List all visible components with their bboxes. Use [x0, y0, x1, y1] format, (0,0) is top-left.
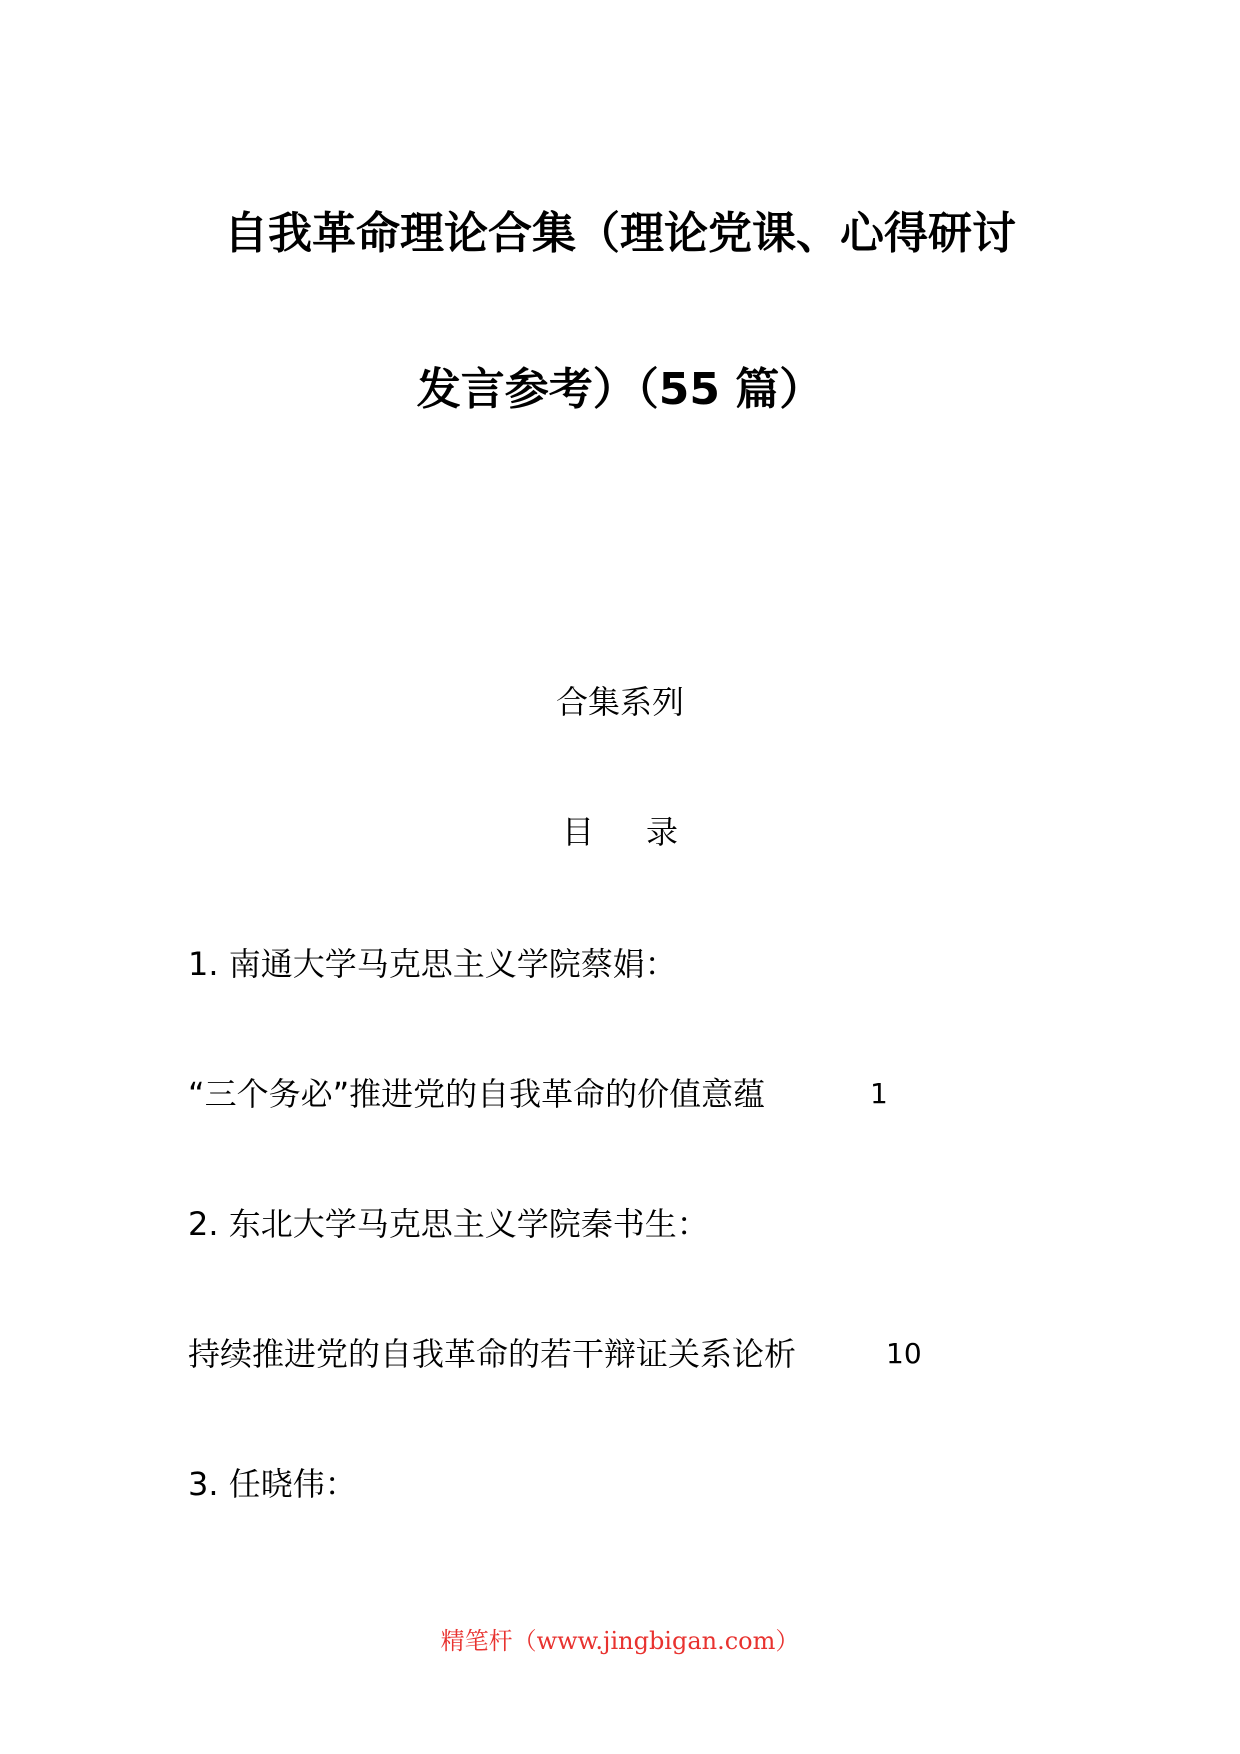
toc-item-2-page: 10 — [886, 1337, 922, 1370]
document-title-line-1: 自我革命理论合集（理论党课、心得研讨 — [224, 208, 1016, 259]
footer-watermark: 精笔杆（www.jingbigan.com） — [440, 1627, 800, 1655]
toc-item-1-title: “三个务必”推进党的自我革命的价值意蕴 — [188, 1075, 766, 1113]
document-title-line-2: 发言参考）（55 篇） — [416, 364, 824, 415]
toc-heading: 目录 — [561, 813, 730, 851]
toc-item-1-page: 1 — [870, 1077, 888, 1110]
toc-item-2-title: 持续推进党的自我革命的若干辩证关系论析 — [188, 1335, 797, 1373]
series-label: 合集系列 — [555, 683, 684, 721]
toc-item-1-author: 1. 南通大学马克思主义学院蔡娟： — [188, 945, 677, 983]
toc-item-3-author: 3. 任晓伟： — [188, 1465, 357, 1503]
toc-item-2-author: 2. 东北大学马克思主义学院秦书生： — [188, 1205, 709, 1243]
